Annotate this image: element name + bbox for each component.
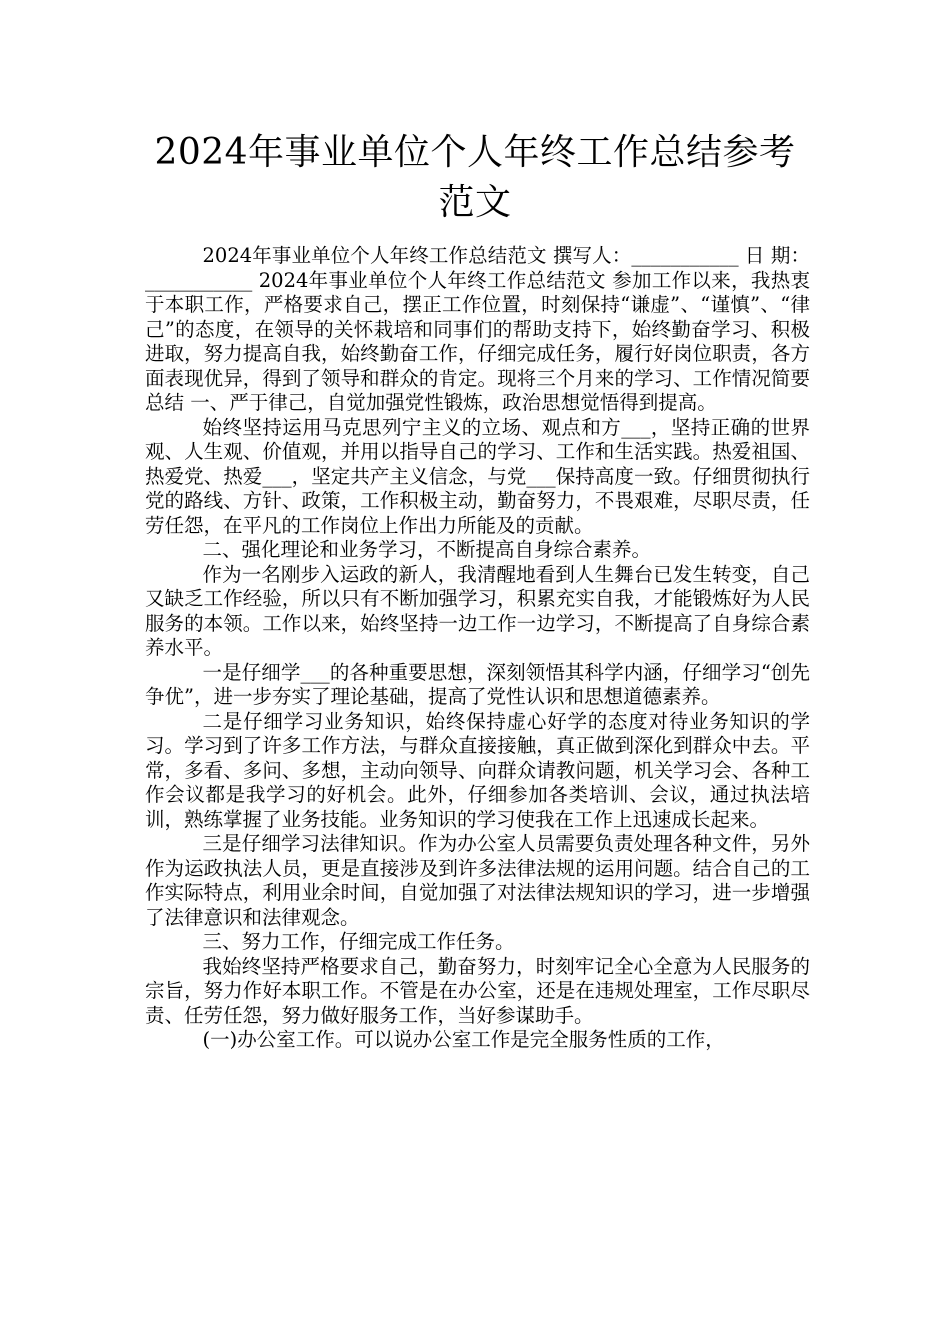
paragraph-work-intro: 我始终坚持严格要求自己，勤奋努力，时刻牢记全心全意为人民服务的宗旨，努力作好本职工作。不管是在办公室，还是在违规处理室，工作尽职尽责、任劳任怨，努力做好服务工作，当好参谋助手。	[145, 954, 810, 1027]
paragraph-study-intro: 作为一名刚步入运政的新人，我清醒地看到人生舞台已发生转变，自己又缺乏工作经验，所以只有不断加强学习，积累充实自我，才能锻炼好为人民服务的本领。工作以来，始终坚持一边工作一边学习，不断提高了自身综合素养水平。	[145, 562, 810, 659]
paragraph-study-law: 三是仔细学习法律知识。作为办公室人员需要负责处理各种文件，另外作为运政执法人员，更是直接涉及到许多法律法规的运用问题。结合自己的工作实际特点，利用业余时间，自觉加强了对法律法规知识的学习，进一步增强了法律意识和法律观念。	[145, 832, 810, 929]
paragraph-office-work: (一)办公室工作。可以说办公室工作是完全服务性质的工作，	[202, 1028, 725, 1051]
section-heading-work: 三、努力工作，仔细完成工作任务。	[202, 930, 515, 953]
section-heading-study: 二、强化理论和业务学习，不断提高自身综合素养。	[202, 538, 652, 561]
document-title: 2024年事业单位个人年终工作总结参考范文	[154, 132, 796, 223]
paragraph-study-theory: 一是仔细学___的各种重要思想，深刻领悟其科学内涵，仔细学习“创先争优”，进一步夯实了理论基础，提高了党性认识和思想道德素养。	[145, 660, 810, 708]
paragraph-intro: 2024年事业单位个人年终工作总结范文 撰写人：___________ 日 期：___________ 2024年事业单位个人年终工作总结范文 参加工作以来，我热衷于本职工作，严格要求自己，摆正工作位置，时刻保持“谦虚”、“谨慎”、“律己”的态度，在领导的关怀栽培和同事们的帮助支持下，始终勤奋学习、积极进取，努力提高自我，始终勤奋工作，仔细完成任务，履行好岗位职责，各方面表现优异，得到了领导和群众的肯定。现将三个月来的学习、工作情况简要总结 一、严于律己，自觉加强党性锻炼，政治思想觉悟得到提高。	[145, 244, 810, 414]
paragraph-study-business: 二是仔细学习业务知识，始终保持虚心好学的态度对待业务知识的学习。学习到了许多工作方法，与群众直接接触，真正做到深化到群众中去。平常，多看、多问、多想，主动向领导、向群众请教问题，机关学习会、各种工作会议都是我学习的好机会。此外，仔细参加各类培训、会议，通过执法培训，熟练掌握了业务技能。业务知识的学习使我在工作上迅速成长起来。	[145, 709, 810, 831]
paragraph-political-stance: 始终坚持运用马克思列宁主义的立场、观点和方___，坚持正确的世界观、人生观、价值观，并用以指导自己的学习、工作和生活实践。热爱祖国、热爱党、热爱___，坚定共产主义信念，与党___保持高度一致。仔细贯彻执行党的路线、方针、政策，工作积极主动，勤奋努力，不畏艰难，尽职尽责，任劳任怨，在平凡的工作岗位上作出力所能及的贡献。	[145, 415, 810, 537]
document-body	[145, 244, 810, 1053]
